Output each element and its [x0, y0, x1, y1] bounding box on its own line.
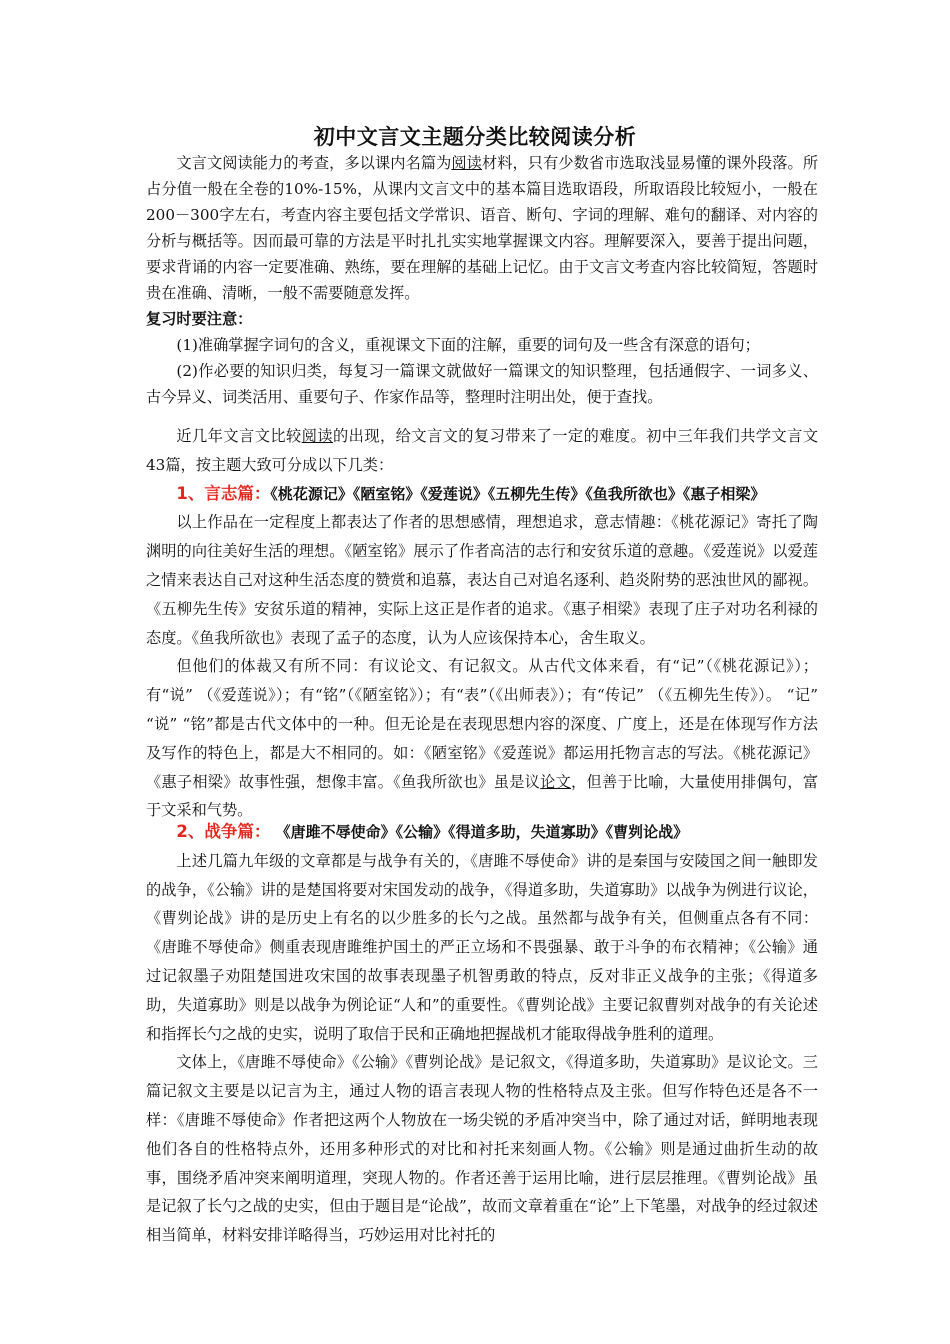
overview-text: 的出现，给文言文的复习带来了一定的难度。初中三年我们共学文言文43篇，按主题大致可分成以下几类： [146, 427, 819, 474]
intro-text: 文言文阅读能力的考查，多以课内名篇为 [176, 154, 452, 172]
intro-text: 材料，只有少数省市选取浅显易懂的课外段落。所占分值一般在全卷的10%-15%，从课内文言文中的基本篇目选取语段，所取语段比较短小，一般在200－300字左右，考查内容主要包括文学常识、语音、断句、字词的理解、难句的翻译、对内容的分析与概括等。因而最可靠的方法是平时扎扎实实地掌握课文内容。理解要深入，要善于提出问题，要求背诵的内容一定要准确、熟练，要在理解的基础上记忆。由于文言文考查内容比较简短，答题时贵在准确、清晰，一般不需要随意发挥。 [146, 154, 819, 302]
intro-section [146, 150, 818, 410]
section-1-paragraph-1: 以上作品在一定程度上都表达了作者的思想感情，理想追求，意志情趣：《桃花源记》寄托了陶渊明的向往美好生活的理想。《陋室铭》展示了作者高洁的志行和安贫乐道的意趣。《爱莲说》以爱莲之情来表达自己对这种生活态度的赞赏和追慕，表达自己对追名逐利、趋炎附势的恶浊世风的鄙视。《五柳先生传》安贫乐道的精神，实际上这正是作者的追求。《惠子相梁》表现了庄子对功名利禄的态度。《鱼我所欲也》表现了孟子的态度，认为人应该保持本心，舍生取义。 [146, 513, 818, 647]
intro-paragraph [146, 150, 818, 306]
section-2-heading [146, 818, 818, 847]
section-1-text: 但他们的体裁又有所不同：有议论文、有记叙文。从古代文体来看，有“记”（《桃花源记》）；有“说” （《爱莲说》）；有“铭”（《陋室铭》）；有“表”（《出师表》）；有“传记” （《五柳先生传》）。 “记” “说” “铭”都是古代文体中的一种。但无论是在表现思想内容的深度、广度上，还是在体现写作方法及写作的特色上，都是大不相同的。如：《陋室铭》《爱莲说》都运用托物言志的写法。《桃花源记》《惠子相梁》故事性强，想像丰富。《鱼我所欲也》虽是议 [146, 657, 818, 791]
reading-link[interactable]: 阅读 [451, 154, 482, 172]
section-1-label: 1、言志篇： [176, 483, 271, 503]
overview-paragraph [146, 422, 818, 480]
reading-link[interactable]: 阅读 [301, 427, 334, 445]
review-heading: 复习时要注意： [146, 310, 253, 328]
section-2-paragraph-1: 上述几篇九年级的文章都是与战争有关的，《唐雎不辱使命》讲的是秦国与安陵国之间一触即发的战争，《公输》讲的是楚国将要对宋国发动的战争，《得道多助，失道寡助》以战争为例进行议论，《曹刿论战》讲的是历史上有名的以少胜多的长勺之战。虽然都与战争有关，但侧重点各有不同：《唐雎不辱使命》侧重表现唐雎维护国土的严正立场和不畏强暴、敢于斗争的布衣精神；《公输》通过记叙墨子劝阻楚国进攻宋国的故事表现墨子机智勇敢的特点，反对非正义战争的主张；《得道多助，失道寡助》则是以战争为例论证“人和”的重要性。《曹刿论战》主要记叙曹刿对战争的有关论述和指挥长勺之战的史实，说明了取信于民和正确地把握战机才能取得战争胜利的道理。 [146, 851, 818, 1043]
section-2-paragraph-2: 文体上，《唐雎不辱使命》《公输》《曹刿论战》是记叙文，《得道多助，失道寡助》是议论文。三篇记叙文主要是以记言为主，通过人物的语言表现人物的性格特点及主张。但写作特色还是各不一样：《唐雎不辱使命》作者把这两个人物放在一场尖锐的矛盾冲突当中，除了通过对话，鲜明地表现他们各自的性格特点外，还用多种形式的对比和衬托来刻画人物。《公输》则是通过曲折生动的故事，围绕矛盾冲突来阐明道理，突现人物的。作者还善于运用比喻，进行层层推理。《曹刿论战》虽是记叙了长勺之战的史实，但由于题目是“论战”，故而文章着重在“论”上下笔墨，对战争的经过叙述相当简单，材料安排详略得当，巧妙运用对比衬托的 [146, 1053, 818, 1245]
review-point-1: (1)准确掌握字词句的含义，重视课文下面的注解，重要的词句及一些含有深意的语句； [176, 336, 760, 354]
section-2-works: 《唐雎不辱使命》《公输》《得道多助，失道寡助》《曹刿论战》 [270, 823, 689, 841]
section-2-label: 2、战争篇： [176, 822, 271, 841]
section-1-heading [146, 480, 818, 509]
essay-link[interactable]: 论文 [540, 772, 572, 791]
review-point-2: (2)作必要的知识归类，每复习一篇课文就做好一篇课文的知识整理，包括通假字、一词多义、古今异义、词类活用、重要句子、作家作品等，整理时注明出处，便于查找。 [146, 362, 818, 406]
overview-text: 近几年文言文比较 [176, 427, 302, 445]
page-title: 初中文言文主题分类比较阅读分析 [313, 125, 637, 149]
section-1-paragraph-2 [146, 652, 818, 825]
overview-section [146, 422, 818, 825]
section-2 [146, 818, 818, 1250]
section-1-works: 《桃花源记》《陋室铭》《爱莲说》《五柳先生传》《鱼我所欲也》《惠子相梁》 [270, 484, 766, 503]
section-1-text: ，但善于比喻，大量使用排偶句，富于文采和气势。 [146, 772, 819, 820]
